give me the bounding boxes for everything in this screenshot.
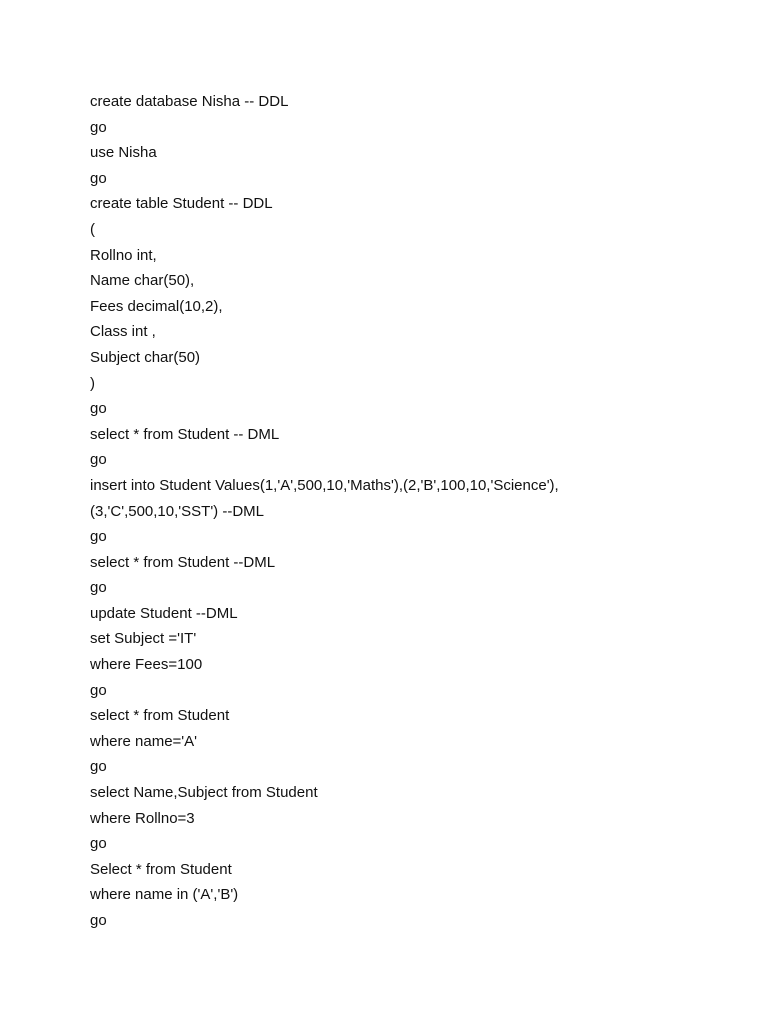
script-line: select Name,Subject from Student [90,784,318,802]
script-line: Subject char(50) [90,348,201,366]
script-line: Fees decimal(10,2), [90,297,223,315]
script-line: ) [90,374,95,392]
script-line: go [90,451,107,469]
script-line: create database Nisha -- DDL [90,93,289,110]
script-line: select * from Student [90,707,230,725]
script-line: go [90,400,107,418]
script-line: where name in ('A','B') [90,886,239,904]
script-line: where Fees=100 [90,656,203,674]
script-line: ( [90,220,95,238]
script-line: Rollno int, [90,246,157,264]
script-line: go [90,528,107,546]
script-line: set Subject ='IT' [90,630,197,648]
script-line: Select * from Student [90,860,232,878]
script-line: go [90,169,107,187]
script-line: go [90,835,107,853]
script-line: Class int , [90,323,156,341]
script-line: use Nisha [90,144,157,162]
script-line: update Student --DML [90,604,238,622]
script-line: where Rollno=3 [90,809,195,827]
script-line: select * from Student --DML [90,553,276,571]
script-line: go [90,912,107,929]
script-line: go [90,579,107,597]
script-line: create table Student -- DDL [90,195,273,213]
script-line: (3,'C',500,10,'SST') --DML [90,502,265,520]
sql-script [90,92,750,937]
script-line: select * from Student -- DML [90,425,280,443]
script-line: insert into Student Values(1,'A',500,10,'Maths'),(2,'B',100,10,'Science'), [90,476,559,494]
script-line: go [90,681,107,699]
script-line: go [90,118,107,136]
script-line: go [90,758,107,776]
script-line: Name char(50), [90,272,195,290]
script-line: where name='A' [90,732,198,750]
